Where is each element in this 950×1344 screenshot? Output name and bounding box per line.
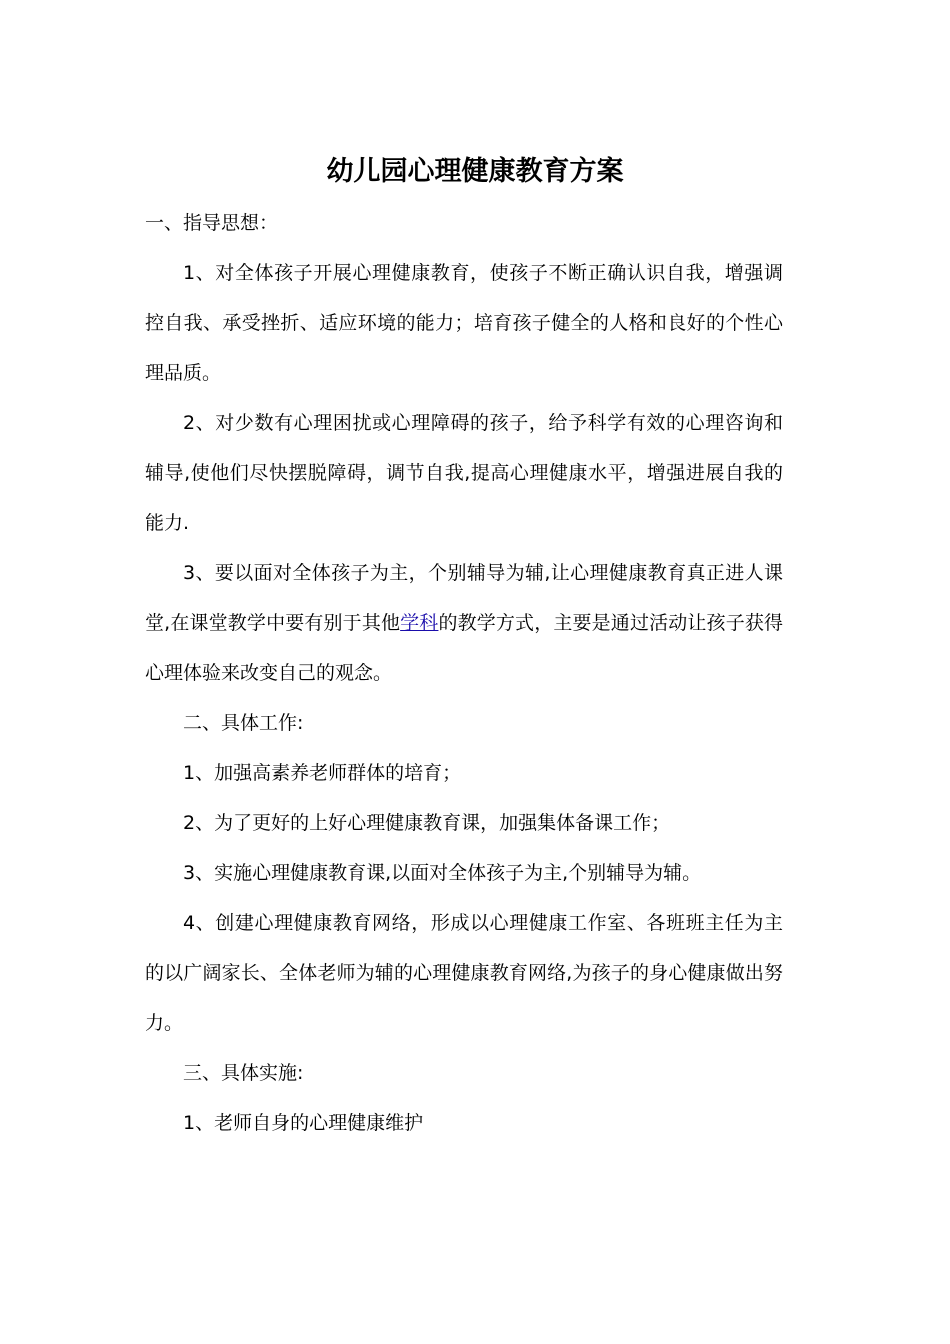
paragraph-item: 2、对少数有心理困扰或心理障碍的孩子，给予科学有效的心理咨询和辅导,使他们尽快摆脱障碍，调节自我,提高心理健康水平，增强进展自我的能力. [145, 412, 783, 534]
subject-link[interactable]: 学科 [400, 612, 439, 634]
paragraph-item: 1、老师自身的心理健康维护 [183, 1112, 424, 1134]
section-heading-implementation: 三、具体实施: [183, 1062, 304, 1084]
document-title: 幼儿园心理健康教育方案 [326, 156, 624, 187]
section-heading-specific-work: 二、具体工作: [183, 712, 304, 734]
paragraph-item: 2、为了更好的上好心理健康教育课，加强集体备课工作； [183, 812, 671, 834]
paragraph-text: 的教学方式，主要是通过活动让孩子获得心理体验来改变自己的观念。 [145, 612, 783, 684]
paragraph-item: 4、创建心理健康教育网络，形成以心理健康工作室、各班班主任为主的以广阔家长、全体老师为辅的心理健康教育网络,为孩子的身心健康做出努力。 [145, 912, 783, 1034]
paragraph-item: 1、加强高素养老师群体的培育； [183, 762, 462, 784]
paragraph-item: 1、对全体孩子开展心理健康教育，使孩子不断正确认识自我，增强调控自我、承受挫折、适应环境的能力；培育孩子健全的人格和良好的个性心理品质。 [145, 262, 783, 384]
paragraph-item-with-link [145, 548, 783, 698]
paragraph-item: 3、实施心理健康教育课,以面对全体孩子为主,个别辅导为辅。 [183, 862, 702, 884]
paragraph-text: 3、要以面对全体孩子为主，个别辅导为辅,让心理健康教育真正进人课堂,在课堂教学中要有别于其他 [145, 562, 783, 634]
document-body [145, 198, 783, 1148]
section-heading-guiding-ideology: 一、指导思想： [145, 212, 279, 234]
